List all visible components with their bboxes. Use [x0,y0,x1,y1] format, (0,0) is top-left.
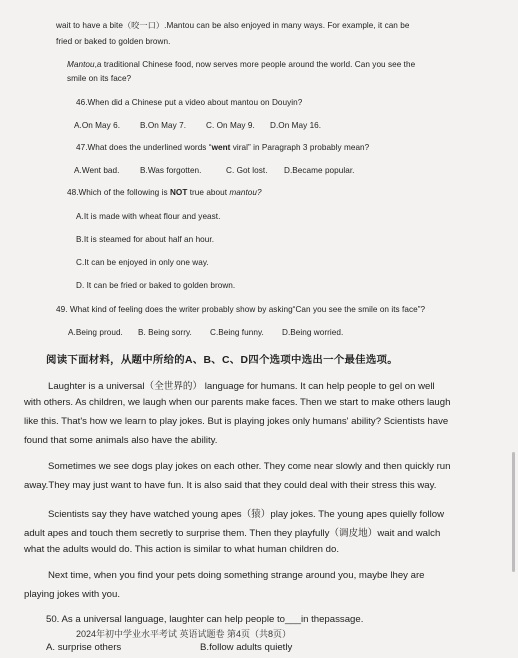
section-heading: 阅读下面材料，从题中所给的A、B、C、D四个选项中选出一个最佳选项。 [46,355,398,366]
question-47-stem [76,143,369,152]
q50-option-a: A. surprise others [46,642,122,653]
scrollbar[interactable] [512,452,515,572]
q50-option-b: B.follow adults quietly [200,642,293,653]
q47-stem-went: went [211,143,231,152]
question-48-stem [67,188,262,197]
q48-stem-mid: true about [187,188,230,197]
q48-option-b: B.It is steamed for about half an hour. [76,235,215,244]
intro-line-2: fried or baked to golden brown. [56,37,171,46]
q46-option-a: A.On May 6. [74,121,121,130]
passage-p2-line-2: away.They may just want to have fun. It is also said that they could deal with their stress this way. [24,480,437,491]
question-49-options [68,328,343,337]
question-50-options [46,642,292,653]
q49-option-d: D.Being worried. [282,328,344,337]
q49-option-b: B. Being sorry. [138,328,192,337]
intro-line-3-rest: ,a traditional Chinese food, now serves more people around the world. Can you see the [94,60,416,69]
q48-option-c: C.It can be enjoyed in only one way. [76,258,209,267]
passage-p4-line-1: Next time, when you find your pets doing something strange around you, maybe lhey are [48,570,425,581]
passage-p3-line-3: what the adults would do. This action is similar to what human children do. [24,544,339,555]
q48-option-a: A.It is made with wheat flour and yeast. [76,212,221,221]
passage-p1-line-4: found that some animals also have the ability. [24,435,218,446]
passage-p1-line-2: with others. As children, we laugh when our parents make faces. Then we start to make others laugh [24,397,451,408]
intro-line-3 [67,60,415,69]
q48-stem-mantou: mantou? [229,188,262,197]
intro-line-1: wait to have a bite（咬一口）.Mantou can be also enjoyed in many ways. For example, it can be [56,21,410,30]
q47-option-a: A.Went bad. [74,166,120,175]
question-49-stem: 49. What kind of feeling does the writer probably show by asking“Can you see the smile on its face”? [56,305,426,314]
q47-stem-viral: viral [230,143,249,152]
q47-stem-post: ” in Paragraph 3 probably mean? [248,143,370,152]
question-46-options [74,121,321,130]
passage-p1-line-1: Laughter is a universal（全世界的） language for humans. It can help people to gel on well [48,381,435,392]
q48-option-d: D. It can be fried or baked to golden brown. [76,281,236,290]
question-50-stem: 50. As a universal language, laughter can help people to___in thepassage. [46,614,364,625]
q47-option-d: D.Became popular. [284,166,355,175]
page-footer: 2024年初中学业水平考试 英语试题卷 第4页（共8页） [76,629,292,639]
q46-option-b: B.On May 7. [140,121,187,130]
q47-option-c: C. Got lost. [226,166,268,175]
mantou-italic: Mantou [67,60,95,69]
passage-p3-line-1: Scientists say they have watched young apes（猿）play jokes. The young apes quielly follow [48,509,445,520]
q48-stem-not: NOT [169,188,188,197]
q49-option-c: C.Being funny. [210,328,264,337]
q47-stem-pre: 47.What does the underlined words “ [76,143,212,152]
passage-p1-line-3: like this. That's how we learn to play jokes. But is playing jokes only humans' ability? Scientists have [24,416,449,427]
intro-line-4: smile on its face? [67,74,132,83]
q48-stem-pre: 48.Which of the following is [67,188,170,197]
question-46-stem: 46.When did a Chinese put a video about mantou on Douyin? [76,98,303,107]
q46-option-c: C. On May 9. [206,121,255,130]
passage-p4-line-2: playing jokes with you. [24,589,120,600]
q49-option-a: A.Being proud. [68,328,123,337]
passage-p2-line-1: Sometimes we see dogs play jokes on each other. They come near slowly and then quickly run [48,461,451,472]
question-47-options [74,166,354,175]
q46-option-d: D.On May 16. [270,121,322,130]
passage-p3-line-2: adult apes and touch them secretly to surprise them. Then they playfully（调皮地）wait and walch [24,528,441,539]
q47-option-b: B.Was forgotten. [140,166,202,175]
